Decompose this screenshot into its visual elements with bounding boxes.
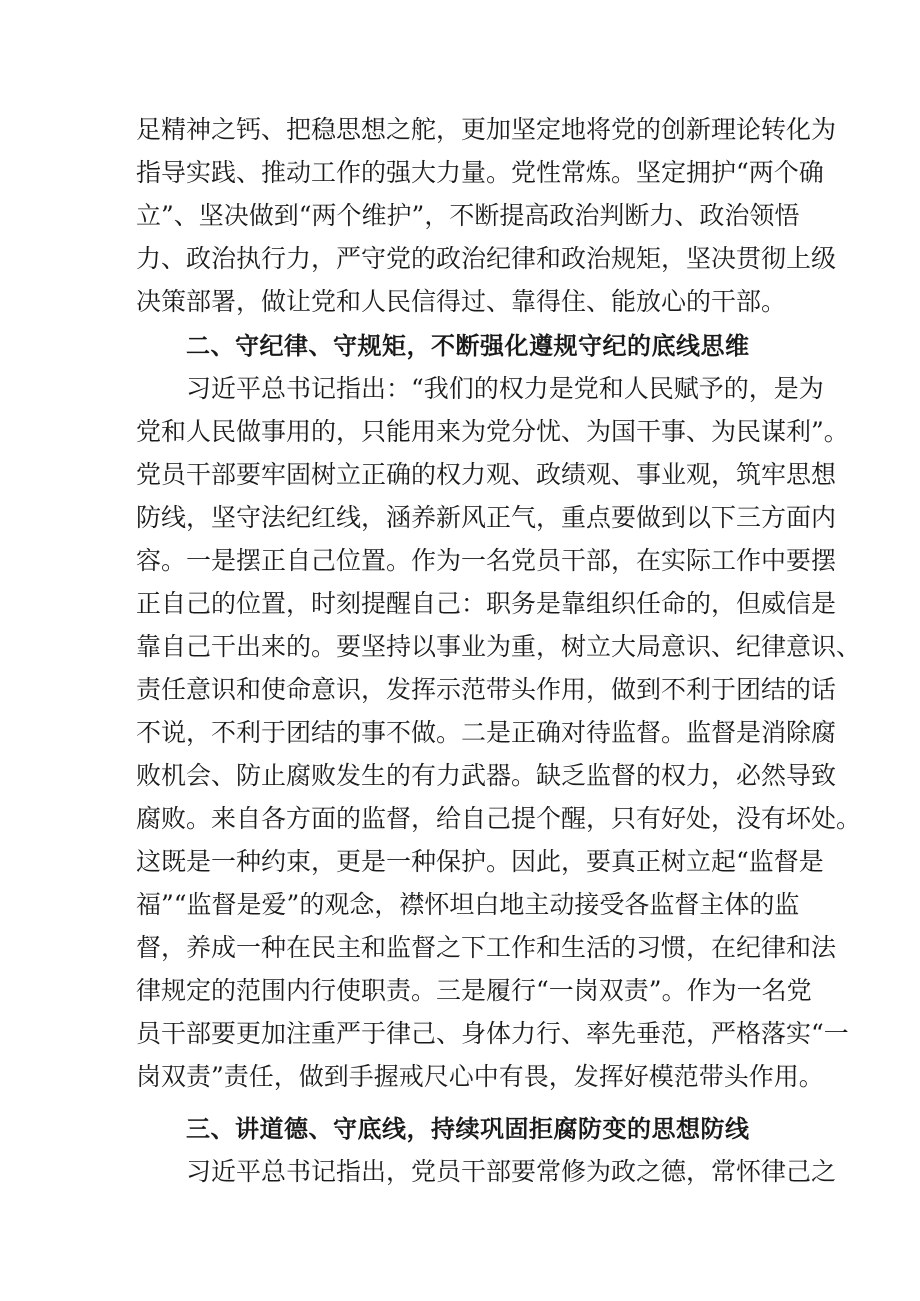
paragraph-2-line-14: 督，养成一种在民主和监督之下工作和生活的习惯，在纪律和法 (136, 933, 837, 962)
paragraph-1-line-4: 力、政治执行力，严守党的政治纪律和政治规矩，坚决贯彻上级 (136, 244, 837, 273)
paragraph-2-line-15: 律规定的范围内行使职责。三是履行“一岗双责”。作为一名党 (136, 976, 812, 1005)
paragraph-2-line-11: 腐败。来自各方面的监督，给自己提个醒，只有好处，没有坏处。 (136, 804, 862, 833)
paragraph-2-line-3: 党员干部要牢固树立正确的权力观、政绩观、事业观，筑牢思想 (136, 460, 837, 489)
section-heading-3: 三、讲道德、守底线，持续巩固拒腐防变的思想防线 (186, 1115, 750, 1143)
paragraph-2-line-6: 正自己的位置，时刻提醒自己：职务是靠组织任命的，但威信是 (136, 589, 837, 618)
paragraph-2-line-12: 这既是一种约束，更是一种保护。因此，要真正树立起“监督是 (136, 847, 824, 876)
paragraph-2-line-5: 容。一是摆正自己位置。作为一名党员干部，在实际工作中要摆 (136, 546, 837, 575)
section-heading-2: 二、守纪律、守规矩，不断强化遵规守纪的底线思维 (186, 332, 750, 360)
paragraph-1-line-1: 足精神之钙、把稳思想之舵，更加坚定地将党的创新理论转化为 (136, 115, 837, 144)
paragraph-1-line-2: 指导实践、推动工作的强大力量。党性常炼。坚定拥护“两个确 (136, 158, 824, 187)
paragraph-3-line-1: 习近平总书记指出，党员干部要常修为政之德，常怀律己之 (186, 1157, 837, 1186)
paragraph-2-line-1: 习近平总书记指出：“我们的权力是党和人民赋予的，是为 (186, 374, 824, 403)
paragraph-2-line-2: 党和人民做事用的，只能用来为党分忧、为国干事、为民谋利”。 (136, 417, 849, 446)
paragraph-2-line-4: 防线，坚守法纪红线，涵养新风正气，重点要做到以下三方面内 (136, 503, 837, 532)
paragraph-2-line-7: 靠自己干出来的。要坚持以事业为重，树立大局意识、纪律意识、 (136, 632, 862, 661)
paragraph-2-line-13: 福”“监督是爱”的观念，襟怀坦白地主动接受各监督主体的监 (136, 890, 800, 919)
paragraph-2-line-9: 不说，不利于团结的事不做。二是正确对待监督。监督是消除腐 (136, 718, 837, 747)
paragraph-1-line-3: 立”、坚决做到“两个维护”，不断提高政治判断力、政治领悟 (136, 201, 800, 230)
paragraph-1-line-5: 决策部署，做让党和人民信得过、靠得住、能放心的干部。 (136, 287, 787, 316)
paragraph-2-line-17: 岗双责”责任，做到手握戒尺心中有畏，发挥好模范带头作用。 (136, 1062, 824, 1091)
paragraph-2-line-8: 责任意识和使命意识，发挥示范带头作用，做到不利于团结的话 (136, 675, 837, 704)
paragraph-2-line-10: 败机会、防止腐败发生的有力武器。缺乏监督的权力，必然导致 (136, 761, 837, 790)
paragraph-2-line-16: 员干部要更加注重严于律己、身体力行、率先垂范，严格落实“一 (136, 1019, 849, 1048)
